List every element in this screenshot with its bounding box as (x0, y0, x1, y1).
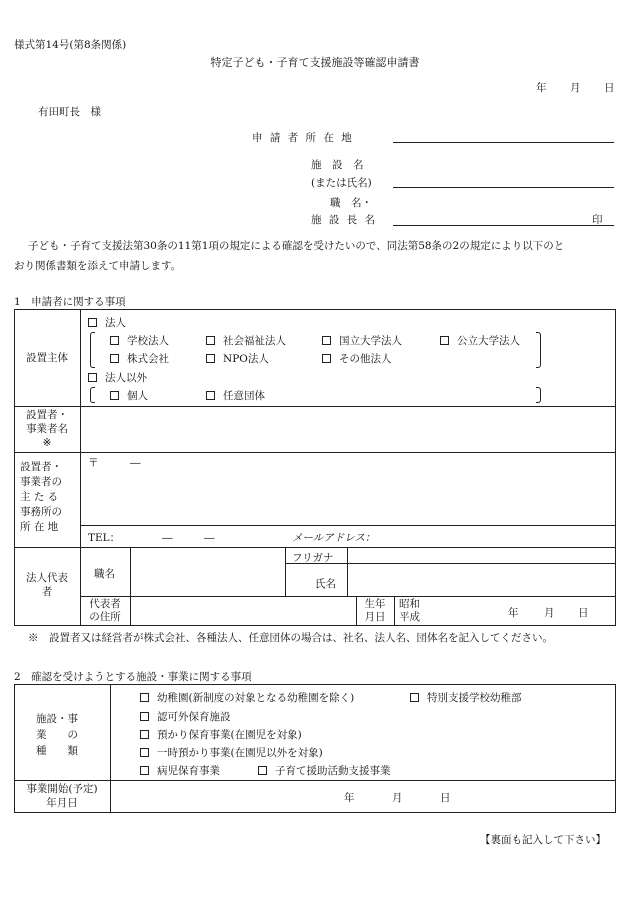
corp-option[interactable]: 法人 (88, 315, 126, 330)
facility-name-label: 施 設 名 (311, 159, 364, 171)
or-name-label: (または氏名) (311, 177, 372, 189)
corp-type-company[interactable]: 株式会社 (110, 351, 169, 366)
establisher-name-label: 設置者・ 事業者名 ※ (26, 409, 68, 449)
option-unlicensed-nursery[interactable]: 認可外保育施設 (140, 709, 231, 724)
non-corp-group[interactable]: 任意団体 (206, 388, 265, 403)
option-family-support[interactable]: 子育て援助活動支援事業 (258, 763, 391, 778)
birth-day: 日 (578, 607, 589, 619)
checkbox-icon (88, 318, 97, 327)
section1-note: ※ 設置者又は経営者が株式会社、各種法人、任意団体の場合は、社名、法人名、団体名を記入してください。 (28, 632, 553, 644)
birth-label: 生年 月日 (364, 598, 386, 623)
intro-text-1: 子ども・子育て支援法第30条の11第1項の規定による確認を受けたいので、同法第58条の2の規定により以下のと (28, 240, 565, 252)
director-name-field[interactable] (393, 225, 614, 226)
rep-name-field[interactable] (349, 549, 613, 594)
facility-type-label: 施設・事 業 の 種 類 (36, 713, 78, 757)
tel-field[interactable]: ― ― (162, 532, 215, 544)
representative-label: 法人代表 者 (26, 572, 68, 598)
era-label[interactable]: 昭和 平成 (399, 598, 420, 623)
section1-heading: 1 申請者に関する事項 (14, 296, 126, 308)
start-date-label: 事業開始(予定) 年月日 (26, 783, 98, 809)
rep-position-label: 職名 (94, 568, 115, 580)
rep-address-field[interactable] (132, 598, 354, 623)
establisher-address-label: 設置者・ 事業者の 主 た る 事務所の 所 在 地 (20, 461, 62, 533)
intro-text-2: おり関係書類を添えて申請します。 (14, 260, 182, 272)
furigana-label: フリガナ (292, 552, 334, 564)
non-corp-option[interactable]: 法人以外 (88, 370, 147, 385)
corp-type-school[interactable]: 学校法人 (110, 333, 169, 348)
non-corp-individual[interactable]: 個人 (110, 388, 148, 403)
option-sick-child-care[interactable]: 病児保育事業 (140, 763, 220, 778)
director-label: 施 設 長 名 (311, 214, 378, 226)
postal-code[interactable]: 〒 ― (88, 457, 141, 469)
page-title: 特定子ども・子育て支援施設等確認申請書 (210, 56, 420, 69)
corp-type-national-univ[interactable]: 国立大学法人 (322, 333, 402, 348)
addressee: 有田町長 様 (38, 106, 101, 118)
start-month[interactable]: 月 (392, 792, 403, 804)
position-label: 職 名・ (330, 197, 372, 209)
option-special-kindergarten[interactable]: 特別支援学校幼稚部 (410, 690, 522, 705)
corp-type-other[interactable]: その他法人 (322, 351, 392, 366)
option-extended-care[interactable]: 預かり保育事業(在園児を対象) (140, 727, 302, 742)
rep-name-label: 氏名 (315, 578, 336, 590)
option-temporary-care[interactable]: 一時預かり事業(在園児以外を対象) (140, 745, 323, 760)
seal-mark: 印 (592, 214, 603, 226)
rep-position-field[interactable] (132, 549, 283, 594)
footer-note: 【裏面も記入して下さい】 (480, 834, 606, 846)
start-year[interactable]: 年 (344, 792, 355, 804)
start-day[interactable]: 日 (440, 792, 451, 804)
date-month: 月 (570, 82, 581, 94)
rep-address-label: 代表者 の住所 (89, 598, 121, 623)
section2-heading: 2 確認を受けようとする施設・事業に関する事項 (14, 671, 252, 683)
facility-name-field[interactable] (393, 187, 614, 188)
email-label: メールアドレス： (292, 532, 376, 544)
establisher-label: 設置主体 (26, 352, 68, 364)
corp-type-welfare[interactable]: 社会福祉法人 (206, 333, 286, 348)
email-field[interactable] (380, 529, 610, 543)
corp-type-npo[interactable]: NPO法人 (206, 351, 269, 366)
date-day: 日 (604, 82, 615, 94)
corp-type-public-univ[interactable]: 公立大学法人 (440, 333, 520, 348)
option-kindergarten[interactable]: 幼稚園(新制度の対象となる幼稚園を除く) (140, 690, 354, 705)
applicant-address-label: 申 請 者 所 在 地 (252, 132, 354, 144)
applicant-address-field[interactable] (393, 142, 614, 143)
birth-month: 月 (544, 607, 555, 619)
birth-year: 年 (508, 607, 519, 619)
tel-label: TEL： (88, 532, 121, 544)
form-number: 様式第14号(第8条関係) (14, 39, 127, 51)
establisher-name-field[interactable] (82, 408, 614, 451)
date-year: 年 (536, 82, 547, 94)
